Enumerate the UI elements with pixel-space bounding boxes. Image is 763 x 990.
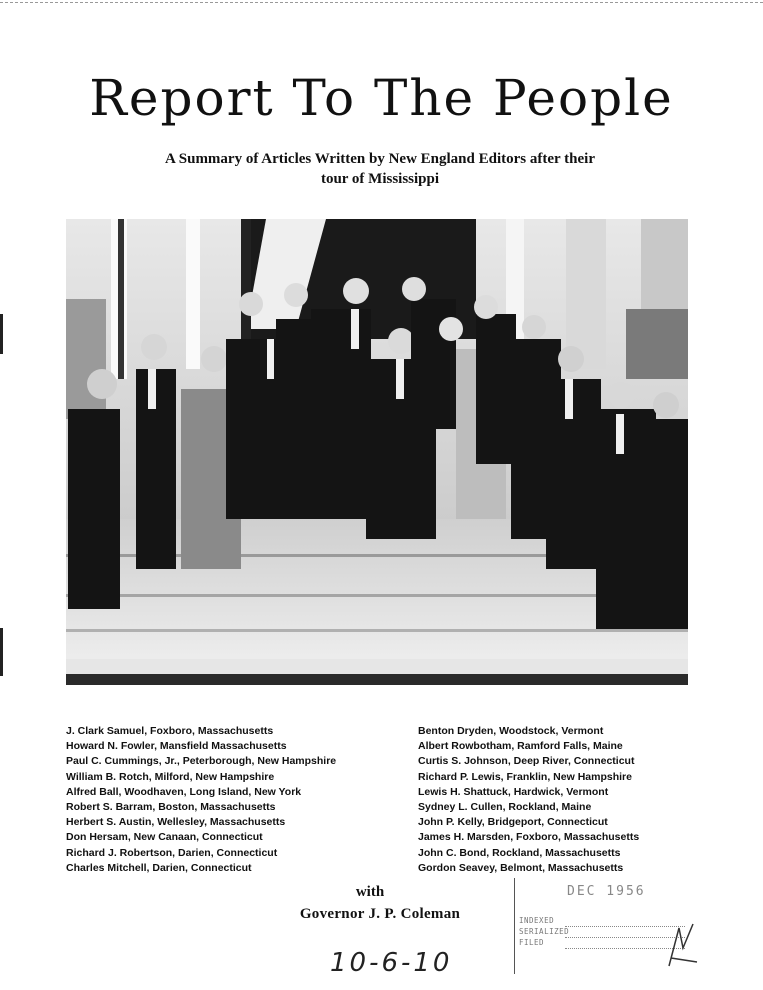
list-item: Sydney L. Cullen, Rockland, Maine xyxy=(418,800,592,813)
top-edge-dashes xyxy=(0,2,763,3)
editor-list-left xyxy=(66,724,336,876)
list-item: William B. Rotch, Milford, New Hampshire xyxy=(66,770,275,783)
list-item: Richard P. Lewis, Franklin, New Hampshire xyxy=(418,770,632,783)
list-item: Alfred Ball, Woodhaven, Long Island, New York xyxy=(66,785,302,798)
group-photograph xyxy=(66,219,688,685)
filing-stamp xyxy=(514,878,701,974)
document-title: Report To The People xyxy=(89,69,674,127)
editor-list-right xyxy=(418,724,639,876)
list-item: Don Hersam, New Canaan, Connecticut xyxy=(66,831,263,844)
document-subtitle: A Summary of Articles Written by New England Editors after their tour of Mississippi xyxy=(165,151,595,187)
stamp-line: INDEXED xyxy=(519,916,555,925)
list-item: Gordon Seavey, Belmont, Massachusetts xyxy=(418,861,624,874)
list-item: John C. Bond, Rockland, Massachusetts xyxy=(418,846,621,859)
list-item: Curtis S. Johnson, Deep River, Connecticut xyxy=(418,755,635,768)
list-item: Lewis H. Shattuck, Hardwick, Vermont xyxy=(418,785,609,798)
list-item: Richard J. Robertson, Darien, Connecticut xyxy=(66,846,278,859)
stamp-line: SERIALIZED xyxy=(519,927,570,936)
stamp-line: FILED xyxy=(519,938,545,947)
list-item: Herbert S. Austin, Wellesley, Massachusetts xyxy=(66,816,286,829)
signature-scribble-icon xyxy=(665,918,701,972)
list-item: J. Clark Samuel, Foxboro, Massachusetts xyxy=(66,725,274,737)
left-edge-mark xyxy=(0,628,3,676)
list-item: Robert S. Barram, Boston, Massachusetts xyxy=(66,800,276,813)
list-item: Charles Mitchell, Darien, Connecticut xyxy=(66,861,252,874)
handwritten-file-number: 10-6-10 xyxy=(330,948,453,978)
governor-name: Governor J. P. Coleman xyxy=(299,906,461,922)
with-label: with xyxy=(355,884,385,900)
list-item: Paul C. Cummings, Jr., Peterborough, New Hampshire xyxy=(66,755,337,768)
group-photo-icon xyxy=(66,219,688,685)
stamp-date: DEC 1956 xyxy=(567,884,646,899)
list-item: James H. Marsden, Foxboro, Massachusetts xyxy=(418,831,640,844)
list-item: John P. Kelly, Bridgeport, Connecticut xyxy=(418,816,608,829)
list-item: Albert Rowbotham, Ramford Falls, Maine xyxy=(418,740,623,753)
left-edge-mark xyxy=(0,314,3,354)
list-item: Benton Dryden, Woodstock, Vermont xyxy=(418,725,604,737)
list-item: Howard N. Fowler, Mansfield Massachusetts xyxy=(66,740,287,753)
